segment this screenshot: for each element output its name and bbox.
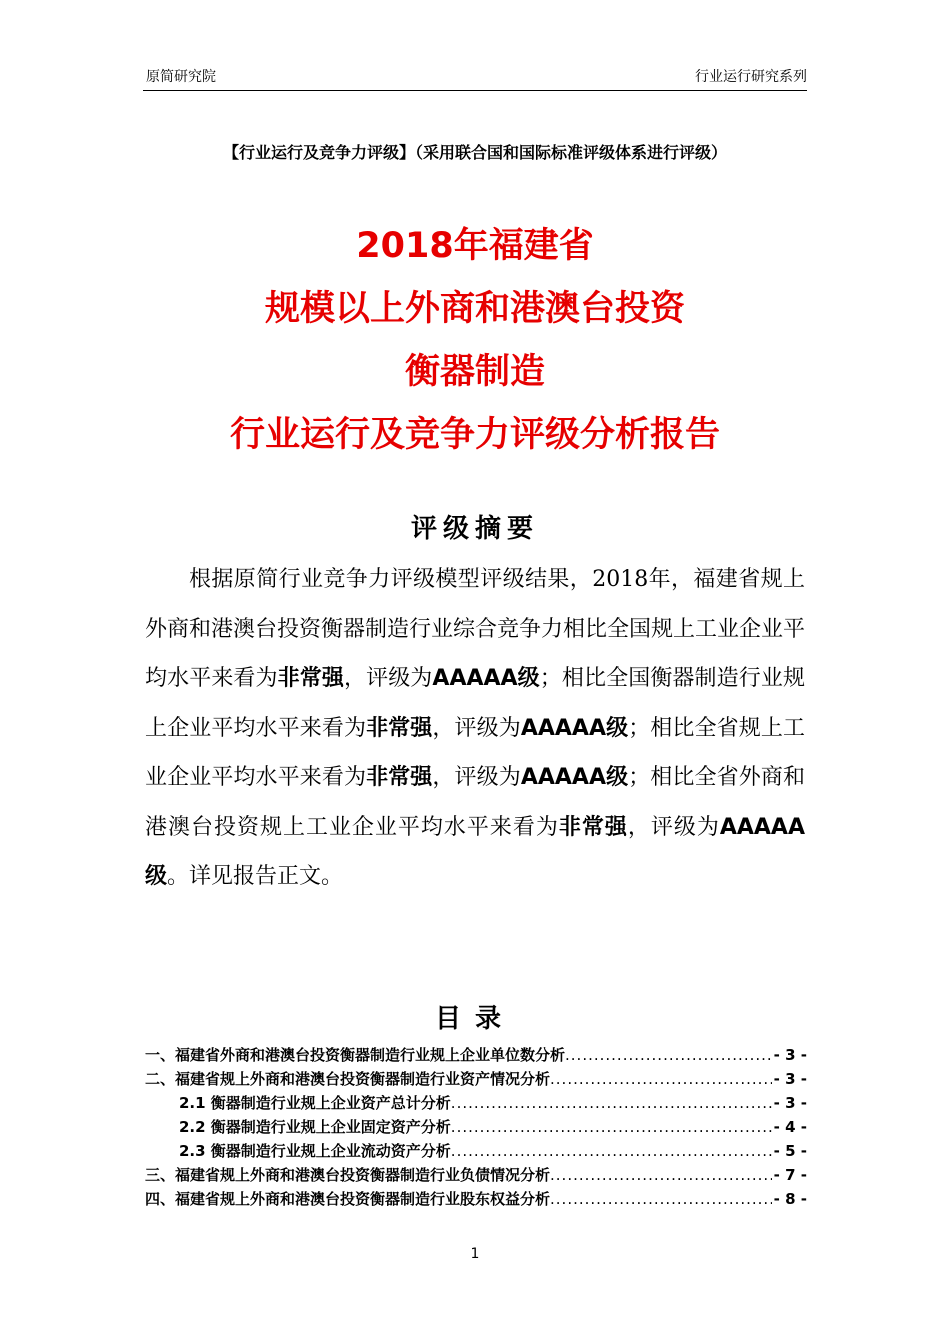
abstract-grade: AAAAA级 [145, 814, 805, 889]
toc-entry-label: 一、福建省外商和港澳台投资衡器制造行业规上企业单位数分析 [145, 1046, 566, 1064]
abstract-text: 。详见报告正文。 [167, 864, 344, 889]
toc-entry-label: 2.1 衡器制造行业规上企业资产总计分析 [179, 1094, 451, 1112]
toc-entry-label: 2.3 衡器制造行业规上企业流动资产分析 [179, 1142, 451, 1160]
report-title-line-3: 衡器制造 [404, 352, 545, 392]
abstract-text: ，评级为 [343, 666, 433, 691]
toc-leader-dots [550, 1187, 772, 1211]
page-number: 1 [470, 1246, 480, 1262]
toc-entry-label: 二、福建省规上外商和港澳台投资衡器制造行业资产情况分析 [145, 1070, 551, 1088]
toc-entry[interactable] [145, 1043, 807, 1067]
header-series-name: 行业运行研究系列 [695, 69, 807, 85]
toc-entry-page: - 3 - [773, 1094, 807, 1112]
toc-entry-label: 三、福建省规上外商和港澳台投资衡器制造行业负债情况分析 [145, 1166, 551, 1184]
header-divider [143, 90, 807, 91]
report-title-line-2: 规模以上外商和港澳台投资 [264, 289, 685, 329]
report-title-line-1: 2018年福建省 [356, 226, 594, 266]
toc-leader-dots [451, 1091, 772, 1115]
toc-entry-page: - 4 - [773, 1118, 807, 1136]
toc-leader-dots [550, 1163, 772, 1187]
toc-entry[interactable] [145, 1187, 807, 1211]
report-tagline: 【行业运行及竞争力评级】（采用联合国和国际标准评级体系进行评级） [222, 143, 727, 162]
toc-entry-page: - 3 - [773, 1046, 807, 1064]
toc-leader-dots [451, 1139, 772, 1163]
abstract-heading: 评级摘要 [410, 514, 539, 544]
abstract-grade: AAAAA级 [432, 666, 540, 691]
abstract-text: ；相比全国衡器制造行业规上企业平均水平来看为 [145, 666, 805, 741]
abstract-text: ，评级为 [432, 765, 521, 790]
toc-leader-dots [451, 1115, 772, 1139]
toc-entry-page: - 8 - [773, 1190, 807, 1208]
abstract-text: ，评级为 [432, 715, 521, 741]
toc-entry-page: - 7 - [773, 1166, 807, 1184]
abstract-text: ；相比全省规上工业企业平均水平来看为 [145, 715, 805, 790]
abstract-strength: 非常强 [366, 715, 433, 741]
abstract-strength: 非常强 [366, 765, 433, 790]
toc-entry[interactable] [145, 1091, 807, 1115]
header-org-name: 原简研究院 [146, 69, 216, 85]
toc-entry[interactable] [145, 1139, 807, 1163]
toc-leader-dots [550, 1067, 772, 1091]
toc-entry[interactable] [145, 1067, 807, 1091]
toc-entry-label: 四、福建省规上外商和港澳台投资衡器制造行业股东权益分析 [145, 1190, 551, 1208]
toc-entry-page: - 3 - [773, 1070, 807, 1088]
table-of-contents [145, 1043, 807, 1211]
abstract-strength: 非常强 [277, 666, 344, 691]
toc-entry-page: - 5 - [773, 1142, 807, 1160]
report-title-line-4: 行业运行及竞争力评级分析报告 [229, 415, 720, 455]
abstract-grade: AAAAA级 [520, 765, 629, 790]
toc-entry[interactable] [145, 1115, 807, 1139]
toc-heading: 目录 [434, 1004, 515, 1034]
abstract-text: 根据原简行业竞争力评级模型评级结果，2018年，福建省规上外商和港澳台投资衡器制造行业综合竞争力相比全国规上工业企业平均水平来看为 [145, 567, 806, 691]
abstract-strength: 非常强 [558, 814, 628, 840]
abstract-paragraph [145, 555, 805, 902]
toc-entry-label: 2.2 衡器制造行业规上企业固定资产分析 [179, 1118, 451, 1136]
abstract-grade: AAAAA级 [520, 715, 629, 741]
abstract-text: ；相比全省外商和港澳台投资规上工业企业平均水平来看为 [145, 765, 805, 840]
abstract-text: ，评级为 [627, 814, 720, 840]
toc-entry[interactable] [145, 1163, 807, 1187]
toc-leader-dots [565, 1043, 772, 1067]
